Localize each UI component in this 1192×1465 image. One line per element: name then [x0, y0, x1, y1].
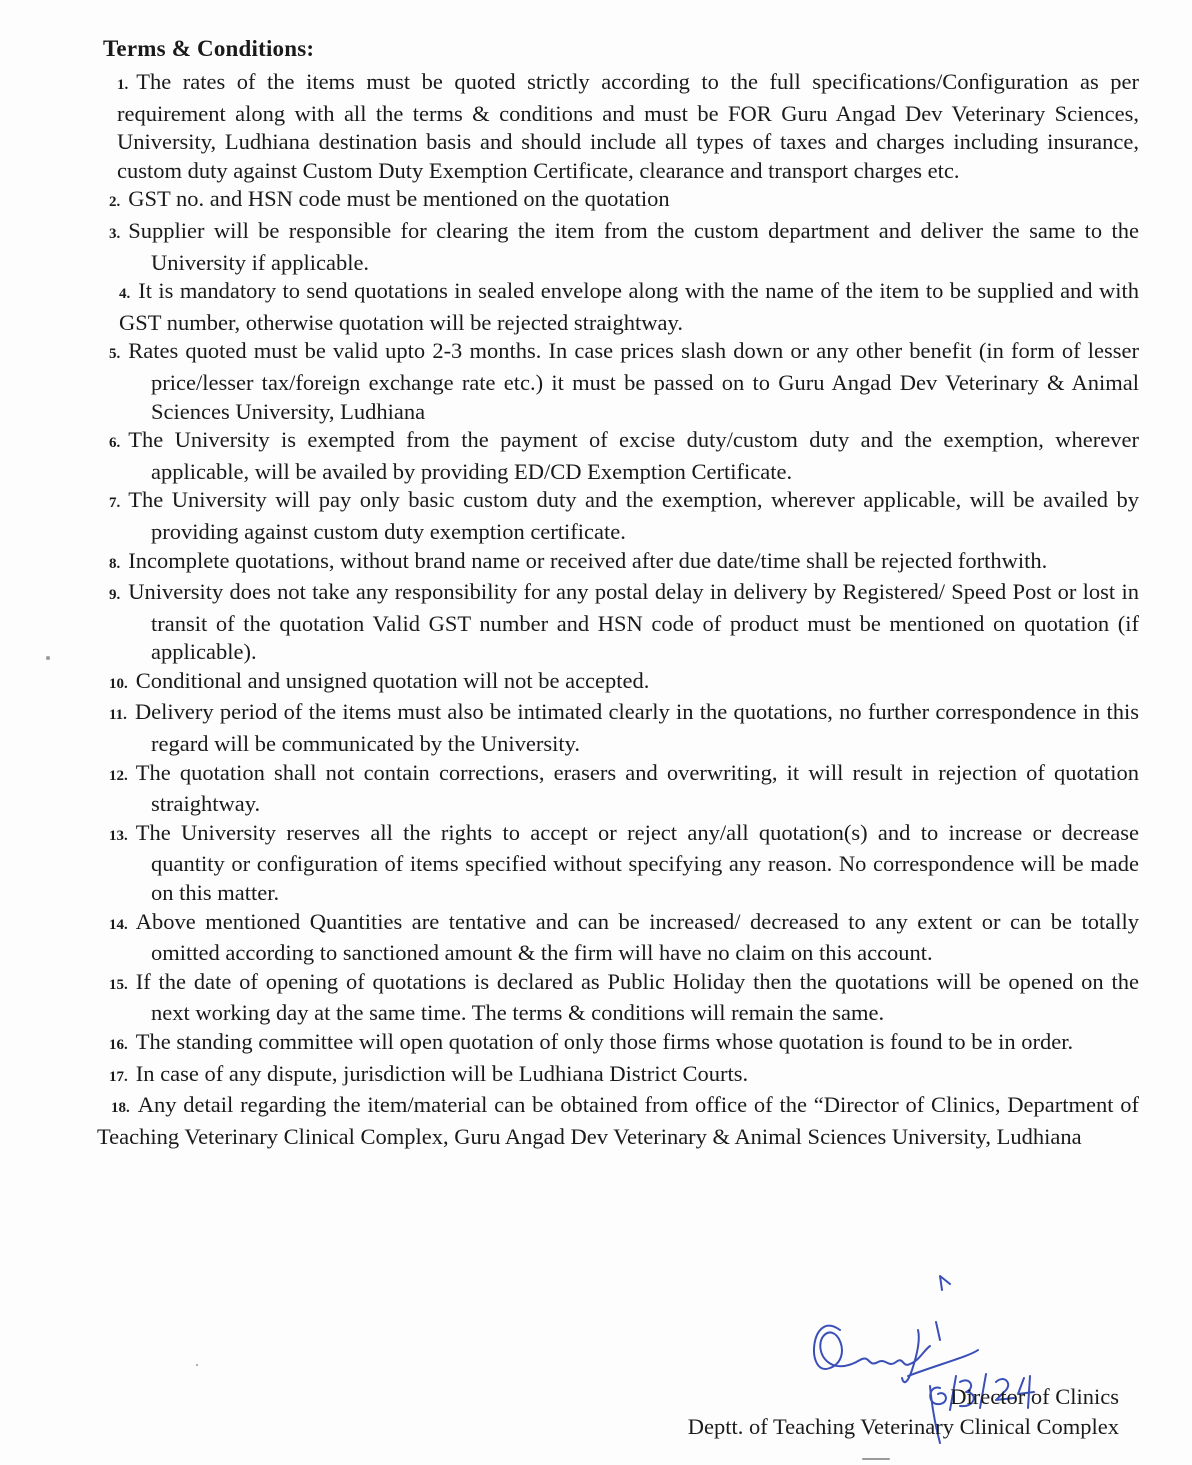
term-item [97, 426, 1139, 486]
term-text: The standing committee will open quotation of only those firms whose quotation is found to be in order. [135, 1029, 1074, 1054]
term-text: Delivery period of the items must also be intimated clearly in the quotations, no further correspondence in this regard will be communicated by the University. [134, 699, 1139, 757]
term-number: 17. [109, 1068, 128, 1085]
signatory-block [688, 1382, 1119, 1442]
term-text: It is mandatory to send quotations in sealed envelope along with the name of the item to be supplied and with GST number, otherwise quotation will be rejected straightway. [119, 278, 1139, 335]
term-number: 11. [109, 707, 127, 724]
terms-list [97, 68, 1139, 1151]
term-number: 5. [109, 346, 121, 363]
scan-speck [862, 1458, 890, 1460]
term-number: 6. [109, 435, 121, 452]
terms-heading: Terms & Conditions: [103, 36, 315, 61]
term-number: 18. [111, 1100, 130, 1117]
term-number: 15. [109, 976, 128, 993]
term-item [97, 1091, 1139, 1151]
term-number: 13. [109, 827, 128, 844]
term-text: Rates quoted must be valid upto 2-3 months. In case prices slash down or any other benefit (in form of lesser price/lesser tax/foreign exchange rate etc.) it must be passed on to Guru Angad Dev Veterinary & Animal Sciences University, Ludhiana [128, 338, 1139, 424]
term-item [97, 578, 1139, 667]
term-item [97, 667, 1139, 699]
term-number: 3. [109, 225, 121, 242]
signatory-title: Director of Clinics [950, 1384, 1119, 1409]
term-number: 12. [109, 767, 128, 784]
term-number: 2. [109, 194, 121, 211]
term-text: Above mentioned Quantities are tentative and can be increased/ decreased to any extent or can be totally omitted according to sanctioned amount & the firm will have no claim on this account. [135, 908, 1139, 966]
term-item [97, 1028, 1139, 1060]
term-text: The rates of the items must be quoted strictly according to the full specifications/Configuration as per requirement along with all the terms & conditions and must be FOR Guru Angad Dev Veterinary Sciences, University, Ludhiana destination basis and should include all types of taxes and charges including insurance, custom duty against Custom Duty Exemption Certificate, clearance and transport charges etc. [117, 69, 1139, 183]
term-item [97, 759, 1139, 819]
term-text: In case of any dispute, jurisdiction will be Ludhiana District Courts. [135, 1060, 749, 1086]
term-text: The University will pay only basic custom duty and the exemption, wherever applicable, will be availed by providing against custom duty exemption certificate. [128, 487, 1139, 544]
term-number: 14. [109, 916, 128, 933]
term-text: The University is exempted from the payment of excise duty/custom duty and the exemption, wherever applicable, will be availed by providing ED/CD Exemption Certificate. [128, 427, 1139, 484]
term-text: Conditional and unsigned quotation will not be accepted. [135, 667, 650, 693]
scan-speck [46, 656, 50, 660]
term-item [97, 68, 1139, 185]
term-item [97, 1060, 1139, 1092]
term-text: The quotation shall not contain corrections, erasers and overwriting, it will result in rejection of quotation straightway. [135, 759, 1139, 817]
term-item [97, 968, 1139, 1028]
term-text: University does not take any responsibility for any postal delay in delivery by Registered/ Speed Post or lost in transit of the quotation Valid GST number and HSN code of product must be mentioned on quotation (if applicable). [128, 579, 1139, 665]
term-text: Supplier will be responsible for clearing the item from the custom department and deliver the same to the University if applicable. [128, 217, 1139, 275]
term-number: 9. [109, 587, 121, 604]
term-text: If the date of opening of quotations is declared as Public Holiday then the quotations will be opened on the next working day at the same time. The terms & conditions will remain the same. [135, 968, 1139, 1026]
term-number: 1. [117, 77, 129, 93]
term-text: GST no. and HSN code must be mentioned on the quotation [128, 186, 670, 212]
term-number: 10. [109, 675, 128, 692]
term-item [97, 908, 1139, 968]
term-item [97, 547, 1139, 579]
term-item [97, 185, 1139, 217]
term-item [97, 486, 1139, 546]
term-item [97, 698, 1139, 758]
term-text: The University reserves all the rights to accept or reject any/all quotation(s) and to increase or decrease quantity or configuration of items specified without specifying any reason. No correspondence will be made on this matter. [135, 819, 1139, 906]
term-number: 4. [119, 286, 131, 303]
term-text: Incomplete quotations, without brand name or received after due date/time shall be rejected forthwith. [128, 547, 1048, 573]
scan-speck [196, 1364, 198, 1366]
term-item [97, 217, 1139, 277]
signatory-department: Deptt. of Teaching Veterinary Clinical Complex [687, 1414, 1119, 1439]
term-item [97, 337, 1139, 426]
term-number: 8. [109, 555, 121, 572]
term-number: 16. [109, 1037, 128, 1053]
term-number: 7. [109, 495, 121, 512]
term-item [97, 277, 1139, 337]
term-text: Any detail regarding the item/material can be obtained from office of the “Director of Clinics, Department of Teaching Veterinary Clinical Complex, Guru Angad Dev Veterinary & Animal Sciences University, Ludhiana [97, 1092, 1139, 1149]
term-item [97, 819, 1139, 908]
